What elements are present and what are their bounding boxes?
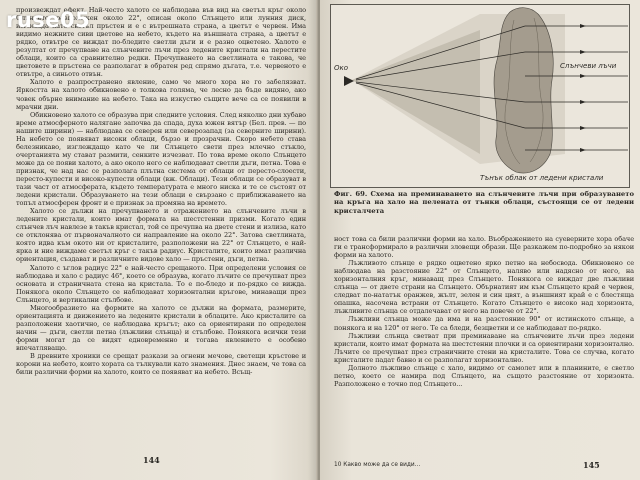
label-sun-rays: Слънчеви лъчи	[560, 62, 617, 70]
paragraph: Лъжливи слънца може да има и на разстояние 90° от истинското слънце, а понякога и на 120° от него. Те са бледи, безцветни и се наблюдават по-рядко.	[334, 315, 634, 332]
page-number-left: 144	[143, 455, 160, 465]
paragraph: Халото с ъглов радиус 22° е най-често срещаното. При определени условия се наблюдава и хало с радиус 46°, което се образува, когато лъчите се пречупват през основата и страничната стена на кристала. То е по-бледо и по-рядко се вижда. Понякога около Слънцето се наблюдават хоризонтални кръгове, минаващи през Слънцето, и вертикални стълбове.	[16, 263, 306, 304]
left-page	[0, 0, 318, 480]
right-page	[320, 0, 640, 480]
paragraph: Халото се дължи на пречупването и отражението на слънчевите лъчи в ледените кристали, които имат формата на шестстенни призми. Когато един слънчев лъч навлезе в такъв кристал, той се пречупва на двете стени и излиза, като се отклонява от първоначалното си направление на около 22°. Затова светлината, която идва към окото ни от кристалите, разположени на 22° от Слънцето, е най-ярка и ние виждаме светъл кръг с такъв радиус. Кристалите, които имат различна ориентация, създават и различните видове хало — пръстени, дъги, петна.	[16, 207, 306, 264]
paragraph: Лъжливи слънца светват при преминаване на слънчевите лъчи през ледени кристали, които имат формата на шестстенни плочки и са ориентирани хоризонтално. Лъчите се пречупват през страничните стени на кристалите. Това се случва, когато кристалите падат бавно и се разполагат хоризонтално.	[334, 331, 634, 364]
signature-line: 10 Какво може да се види...	[334, 462, 421, 468]
left-text-column	[16, 6, 306, 376]
ice-crystal-cloud	[494, 8, 553, 173]
paragraph: Обикновено халото се образува при следните условия. След няколко дни хубаво време атмосферното налягане започва да спада, духа южен вятър (Бел. прев. — по нашите ширини) — наблюдава се северен или северозапад (за северните ширини). На небето се появяват високи облаци, бързо и прозрачни. Скоро небето става белезникаво, изглеждащо като че ли Слънцето свети през млечно стъкло, очертанията му стават размити, сенките изчезват. По това време около Слънцето може да се появи халото, а ако около него се наблюдават светли дъги, петна. Това е признак, че над нас се разполага плътна система от облаци от пересто-слоести, пересто-купести и високо-купести облаци (вж. Облаци). Тези облаци се образуват в тази част от атмосферата, където температурата е много ниска и те се състоят от ледени кристали. Образуването на тези облаци е свързано с приближаването на топъл атмосферен фронт и е признак за промяна на времето.	[16, 110, 306, 208]
label-eye: Око	[334, 64, 349, 72]
watermark-text: ruse05	[6, 8, 91, 32]
paragraph: произвеждат ефект. Най-често халото се наблюдава във вид на светъл кръг около Слънцето, разположен около 22°, описан около Слънцето или лунния диск, изглежда като светъл пръстен и е с вътрешната страна, а цветът е червен. Има видимо нежните сиви цветове на небето, където на външната страна, а цветът е рядко, отвътре се виждат по-бледите светли дъги и е разно оцветено. Халото е резултат от пречупване на слънчевите лъчи през ледените кристали на перестите облаци, които са сравнително редки. Пречупването на светлината е такова, че цветовете в пръстена се разполагат в обратен ред спрямо дъгата, т.е. червеното е отвътре, а синьото отвън.	[16, 6, 306, 79]
right-text-column	[334, 235, 634, 388]
page-number-right: 145	[583, 460, 600, 470]
paragraph: В древните хроники се срещат разкази за огнени мечове, светещи кръстове и корони на небето, които хората са тълкували като знамения. Днес знаем, че това са били различни форми на халото, които се появяват на небето. Всъщ-	[16, 352, 306, 377]
label-cloud: Тънък облак от ледени кристали	[480, 174, 604, 182]
paragraph: Многообразието на формите на халото се дължи на формата, размерите, ориентацията и движението на ледените кристали в облаците. Ако кристалите са разположени хаотично, се наблюдава кръгът; ако са ориентирани по определен начин — дъги, светли петна (лъжливи слънца) и стълбове. Понякога всички тези форми могат да се видят едновременно и тогава явлението е особено впечатляващо.	[16, 303, 306, 352]
figure-69-diagram	[330, 4, 630, 188]
watermark-logo	[6, 8, 90, 32]
paragraph: Долното лъжливо слънце с хало, видимо от самолет или в планините, е светло петно, което се намира под Слънцето, на същото разстояние от хоризонта. Разположено е точно под Слънцето...	[334, 363, 634, 388]
figure-caption: Фиг. 69. Схема на преминаването на слънчевите лъчи при образуването на кръга на хало на пелената от тънки облаци, състоящи се от ледени кристалчета	[334, 190, 634, 215]
paragraph: ност това са били различни форми на хало. Въображението на суеверните хора обаче ги е трансформирало в различни зловещи образи. Ще разкажем по-подробно за някои форми на халото.	[334, 235, 634, 260]
paragraph: Лъжливото слънце е рядко оцветено ярко петно на небосвода. Обикновено се наблюдава на разстояние 22° от Слънцето, наляво или надясно от него, на хоризонталния кръг, минаващ през Слънцето. Понякога се виждат две лъжливи слънца — от двете страни на Слънцето. Обърнатият им към Слънцето край е червен, следват по-нататък оранжев, жълт, зелен и син цвят, а външният край е с блестяща опашка, насочена встрани от Слънцето. Когато Слънцето е високо над хоризонта, лъжливите слънца се отдалечават от него на повече от 22°.	[334, 259, 634, 316]
paragraph: Халото е разпространено явление, само че много хора не го забелязват. Яркостта на халото обикновено е толкова голяма, че лесно да бъде видяно, ако човек обърне внимание на небето. Така на изкуство същите вече са се появили в мрачни дни.	[16, 78, 306, 111]
